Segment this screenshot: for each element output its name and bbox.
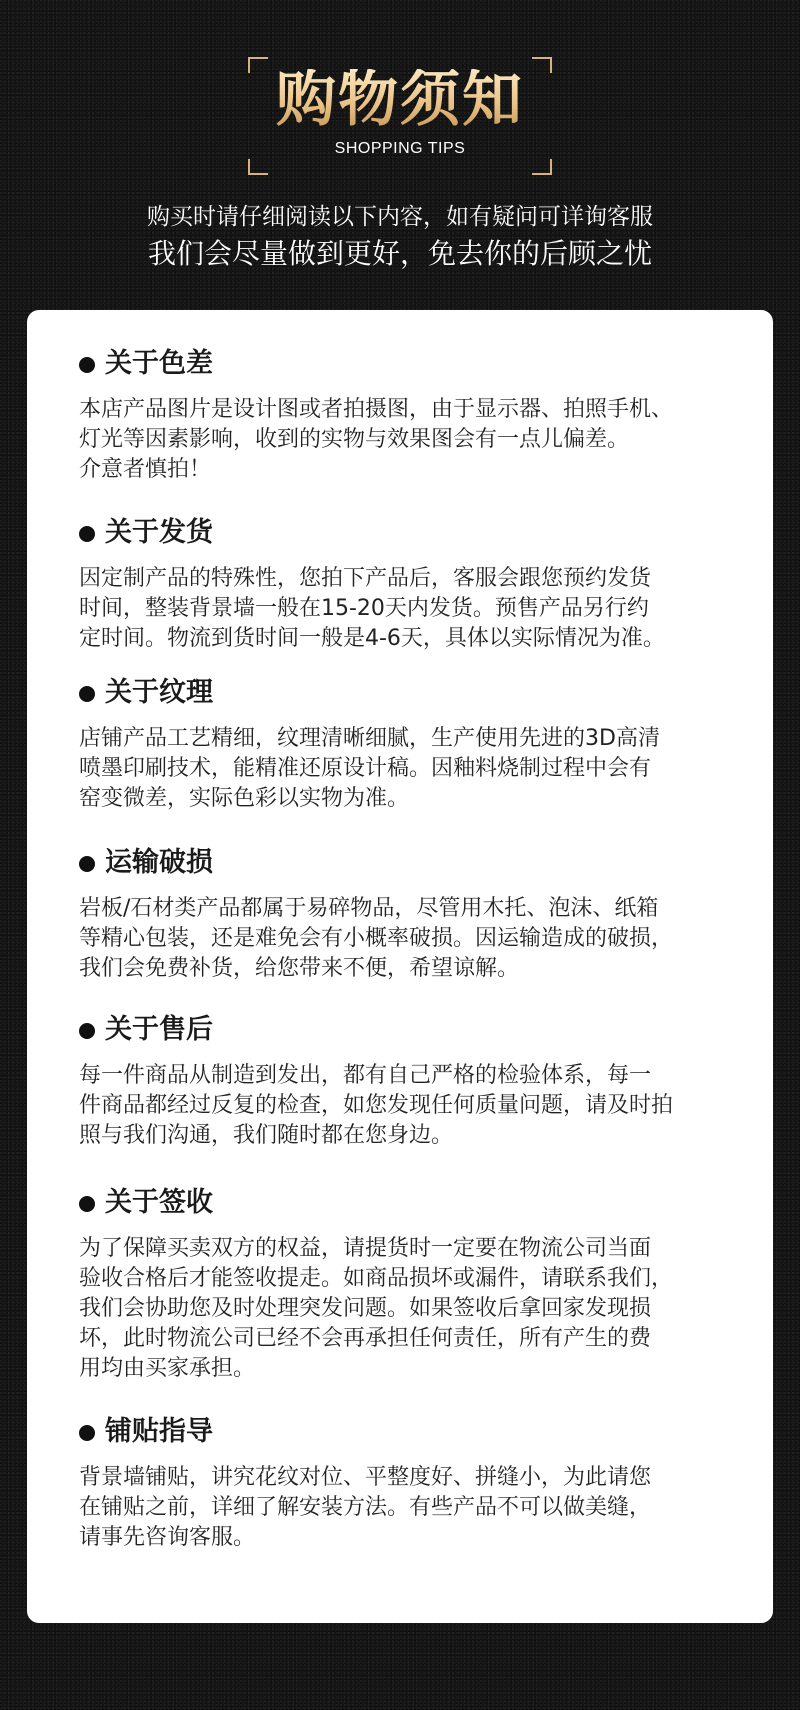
section-text-line: 喷墨印刷技术，能精准还原设计稿。因釉料烧制过程中会有 [79, 756, 652, 781]
section-text-line: 时间，整装背景墙一般在15-20天内发货。预售产品另行约 [79, 596, 649, 621]
section-heading [79, 346, 769, 382]
section-title: 关于纹理 [105, 677, 213, 708]
section-text-line: 每一件商品从制造到发出，都有自己严格的检验体系，每一 [79, 1063, 652, 1088]
section-texture [79, 675, 769, 814]
section-body [79, 724, 769, 814]
bullet-dot-icon [79, 1023, 95, 1039]
section-title: 关于售后 [105, 1014, 213, 1045]
section-color-difference [79, 346, 769, 485]
section-body [79, 1463, 769, 1553]
section-title: 关于发货 [105, 517, 213, 548]
corner-bracket-icon [248, 159, 268, 175]
bullet-dot-icon [79, 686, 95, 702]
section-heading [79, 845, 769, 881]
section-text-line: 我们会协助您及时处理突发问题。如果签收后拿回家发现损 [79, 1296, 652, 1321]
section-body [79, 395, 769, 485]
section-heading [79, 1185, 769, 1221]
section-text-line: 在铺贴之前，详细了解安装方法。有些产品不可以做美缝， [79, 1495, 652, 1520]
section-text-line: 照与我们沟通，我们随时都在您身边。 [79, 1123, 454, 1148]
section-body [79, 894, 769, 984]
section-text-line: 验收合格后才能签收提走。如商品损坏或漏件，请联系我们， [79, 1266, 674, 1291]
page-subtitle: SHOPPING TIPS [334, 140, 466, 157]
section-body [79, 1061, 769, 1151]
section-title: 铺贴指导 [105, 1416, 213, 1447]
section-text-line: 灯光等因素影响，收到的实物与效果图会有一点儿偏差。 [79, 427, 630, 452]
corner-bracket-icon [532, 159, 552, 175]
section-text-line: 背景墙铺贴，讲究花纹对位、平整度好、拼缝小，为此请您 [79, 1465, 652, 1490]
section-text-line: 用均由买家承担。 [79, 1356, 256, 1381]
title-frame [248, 57, 552, 175]
intro-text-line-1: 购买时请仔细阅读以下内容，如有疑问可详询客服 [147, 204, 653, 230]
section-text-line: 坏，此时物流公司已经不会再承担任何责任，所有产生的费 [79, 1326, 652, 1351]
section-text-line: 请事先咨询客服。 [79, 1525, 256, 1550]
bullet-dot-icon [79, 856, 95, 872]
tips-card [27, 310, 773, 1623]
section-text-line: 窑变微差，实际色彩以实物为准。 [79, 786, 410, 811]
section-title: 关于色差 [105, 348, 213, 379]
section-delivery-receipt [79, 1185, 769, 1384]
section-text-line: 岩板/石材类产品都属于易碎物品，尽管用木托、泡沫、纸箱 [79, 896, 659, 921]
section-heading [79, 1012, 769, 1048]
section-text-line: 因定制产品的特殊性，您拍下产品后，客服会跟您预约发货 [79, 566, 652, 591]
section-text-line: 我们会免费补货，给您带来不便，希望谅解。 [79, 956, 520, 981]
page-header [0, 0, 800, 300]
section-body [79, 1234, 769, 1384]
section-text-line: 件商品都经过反复的检查，如您发现任何质量问题，请及时拍 [79, 1093, 674, 1118]
section-title: 关于签收 [105, 1187, 213, 1218]
section-text-line: 介意者慎拍！ [79, 457, 212, 482]
section-installation-guide [79, 1414, 769, 1553]
section-heading [79, 515, 769, 551]
section-after-sales [79, 1012, 769, 1151]
bullet-dot-icon [79, 1196, 95, 1212]
section-body [79, 564, 769, 654]
page-title: 购物须知 [248, 69, 552, 132]
section-text-line: 店铺产品工艺精细，纹理清晰细腻，生产使用先进的3D高清 [79, 726, 660, 751]
section-text-line: 定时间。物流到货时间一般是4-6天，具体以实际情况为准。 [79, 626, 665, 651]
intro-text-line-2: 我们会尽量做到更好，免去你的后顾之忧 [147, 237, 652, 270]
section-text-line: 本店产品图片是设计图或者拍摄图，由于显示器、拍照手机、 [79, 397, 674, 422]
bullet-dot-icon [79, 357, 95, 373]
section-title: 运输破损 [105, 847, 213, 878]
section-heading [79, 1414, 769, 1450]
bullet-dot-icon [79, 1425, 95, 1441]
section-transport-damage [79, 845, 769, 984]
section-text-line: 为了保障买卖双方的权益，请提货时一定要在物流公司当面 [79, 1236, 652, 1261]
section-text-line: 等精心包装，还是难免会有小概率破损。因运输造成的破损， [79, 926, 674, 951]
section-shipping [79, 515, 769, 654]
bullet-dot-icon [79, 526, 95, 542]
section-heading [79, 675, 769, 711]
